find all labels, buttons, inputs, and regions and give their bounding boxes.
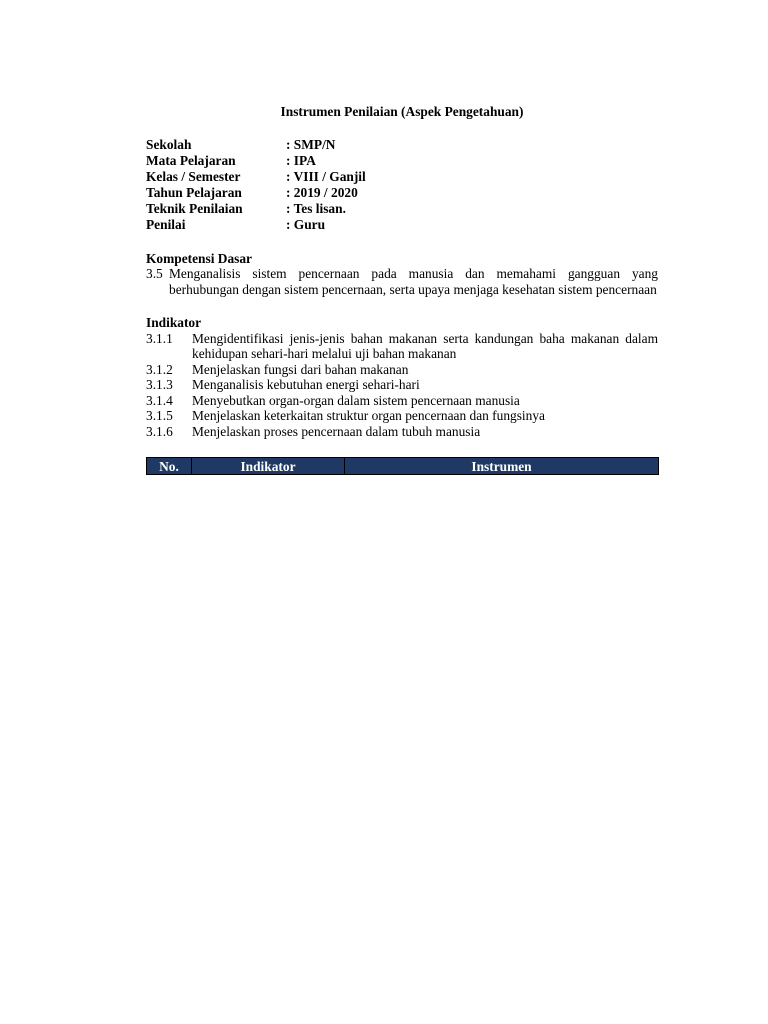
indikator-number: 3.1.5: [146, 408, 173, 424]
column-header-indikator: Indikator: [192, 458, 345, 475]
indikator-text: Menjelaskan proses pencernaan dalam tubuh manusia: [192, 423, 481, 439]
kompetensi-number: 3.5: [146, 266, 163, 282]
meta-label-mapel: Mata Pelajaran: [146, 152, 236, 168]
meta-value-tahun: : 2019 / 2020: [286, 185, 358, 201]
page-title: Instrumen Penilaian (Aspek Pengetahuan): [280, 104, 524, 119]
meta-label-penilai: Penilai: [146, 217, 186, 233]
kompetensi-text: Menganalisis sistem pencernaan pada manusia dan memahami gangguan yang berhubungan dengan sistem pencernaan, serta upaya menjaga kesehatan sistem pencernaan: [169, 266, 658, 297]
indikator-text: Menjelaskan fungsi dari bahan makanan: [192, 361, 409, 377]
meta-info: [146, 137, 658, 233]
instrumen-table: [146, 457, 659, 475]
meta-label-sekolah: Sekolah: [146, 136, 192, 152]
meta-value-mapel: : IPA: [286, 152, 316, 168]
kompetensi-heading: Kompetensi Dasar: [146, 250, 253, 266]
meta-label-kelas: Kelas / Semester: [146, 168, 241, 184]
indikator-number: 3.1.3: [146, 377, 173, 393]
meta-value-teknik: : Tes lisan.: [286, 201, 346, 217]
indikator-text: Menyebutkan organ-organ dalam sistem pencernaan manusia: [192, 392, 520, 408]
indikator-text: Menganalisis kebutuhan energi sehari-hari: [192, 377, 420, 393]
column-header-no: No.: [147, 458, 192, 475]
indikator-number: 3.1.4: [146, 392, 173, 408]
indikator-number: 3.1.2: [146, 361, 173, 377]
meta-value-sekolah: : SMP/N: [286, 136, 336, 152]
kompetensi-item: [146, 266, 658, 297]
meta-value-kelas: : VIII / Ganjil: [286, 168, 366, 184]
indikator-text: Mengidentifikasi jenis-jenis bahan makanan serta kandungan baha makanan dalam kehidupan sehari-hari melalui uji bahan makanan: [192, 330, 658, 362]
meta-value-penilai: : Guru: [286, 217, 326, 233]
indikator-text: Menjelaskan keterkaitan struktur organ pencernaan dan fungsinya: [192, 408, 545, 424]
indikator-number: 3.1.1: [146, 330, 173, 346]
document-page: [146, 104, 658, 475]
column-header-instrumen: Instrumen: [345, 458, 659, 475]
indikator-list: [146, 331, 658, 440]
meta-label-teknik: Teknik Penilaian: [146, 201, 243, 217]
indikator-number: 3.1.6: [146, 423, 173, 439]
meta-label-tahun: Tahun Pelajaran: [146, 185, 242, 201]
indikator-heading: Indikator: [146, 315, 202, 331]
table-header-row: [147, 458, 659, 475]
